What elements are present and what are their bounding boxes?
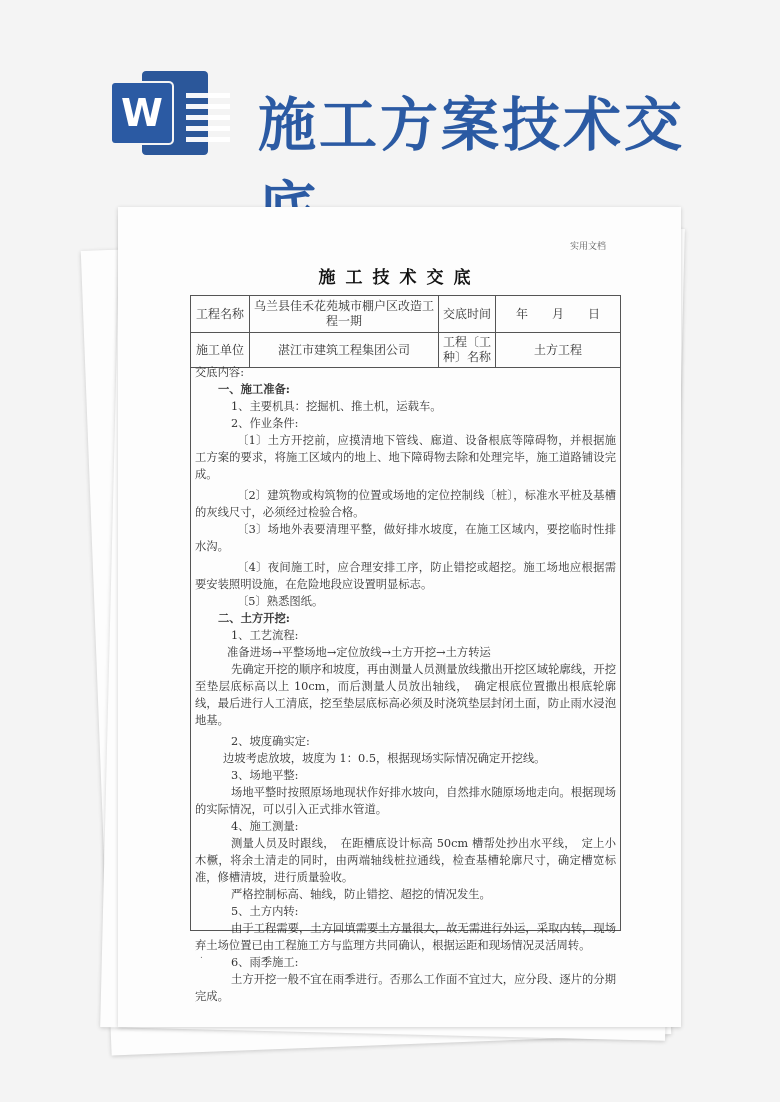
paragraph: 〔1〕土方开挖前，应摸清地下管线、廊道、设备根底等障碍物，并根据施工方案的要求，将施工区域内的地上、地下障碍物去除和处理完毕，施工道路铺设完成。 xyxy=(195,434,616,481)
process-flow: 准备进场→平整场地→定位放线→土方开挖→土方转运 xyxy=(227,646,491,659)
paragraph: 〔4〕夜间施工时，应合理安排工序，防止错挖或超挖。施工场地应根据需要安装照明设施，在危险地段应设置明显标志。 xyxy=(195,561,616,591)
table-row xyxy=(191,333,621,368)
work-type-value: 土方工程 xyxy=(496,333,621,368)
paragraph: 边坡考虑放坡，坡度为 1：0.5，根据现场实际情况确定开挖线。 xyxy=(223,752,546,765)
content-label: 交底内容: xyxy=(195,366,244,379)
paragraph: 土方开挖一般不宜在雨季进行。否那么工作面不宜过大，应分段、逐片的分期完成。 xyxy=(195,973,616,1003)
banner-title: 施工方案技术交 xyxy=(258,91,686,159)
handover-time-label: 交底时间 xyxy=(439,296,496,333)
practical-doc-label: 实用文档 xyxy=(570,242,607,252)
section-item: 6、雨季施工: xyxy=(231,956,299,969)
paragraph: 〔2〕建筑物或构筑物的位置或场地的定位控制线〔桩〕，标准水平桩及基槽的灰线尺寸，必须经过检验合格。 xyxy=(195,489,616,519)
word-icon-letter: W xyxy=(121,91,163,135)
word-icon-tile xyxy=(112,83,172,143)
section-heading: 二、土方开挖: xyxy=(218,611,290,625)
work-type-label: 工程〔工种〕名称 xyxy=(439,333,496,368)
construction-unit-value: 湛江市建筑工程集团公司 xyxy=(250,333,439,368)
paragraph: 场地平整时按照原场地现状作好排水坡向，自然排水随原场地走向。根据现场的实际情况，可以引入正式排水管道。 xyxy=(195,786,616,816)
section-item: 1、工艺流程: xyxy=(231,629,299,642)
project-name-label: 工程名称 xyxy=(191,296,250,333)
section-item: 1、主要机具：挖掘机、推土机，运载车。 xyxy=(231,400,442,413)
construction-unit-label: 施工单位 xyxy=(191,333,250,368)
footer-mark: . xyxy=(200,951,203,961)
paragraph: 〔5〕熟悉图纸。 xyxy=(237,595,324,608)
section-item: 4、施工测量: xyxy=(231,820,299,833)
project-name-value: 乌兰县佳禾花苑城市棚户区改造工程一期 xyxy=(250,296,439,333)
section-item: 5、土方内转: xyxy=(231,905,299,918)
document-title: 施工技术交底 xyxy=(318,268,481,288)
section-heading: 一、施工准备: xyxy=(218,382,290,396)
handover-time-value: 年 月 日 xyxy=(496,296,621,333)
handover-content xyxy=(190,364,621,1003)
section-item: 2、坡度确实定: xyxy=(231,735,310,748)
paragraph: 〔3〕场地外表要清理平整，做好排水坡度，在施工区域内，要挖临时性排水沟。 xyxy=(195,523,616,553)
info-table xyxy=(190,295,621,368)
word-icon xyxy=(112,65,210,161)
section-item: 2、作业条件: xyxy=(231,417,299,430)
section-item: 3、场地平整: xyxy=(231,769,299,782)
header-banner xyxy=(0,0,780,200)
paragraph: 先确定开挖的顺序和坡度，再由测量人员测量放线撒出开挖区域轮廓线，开挖至垫层底标高以上 10cm，而后测量人员放出轴线， 确定根底位置撒出根底轮廓线，最后进行人工清底，挖至垫层底标高必须及时浇筑垫层封闭土面，防止雨水浸泡地基。 xyxy=(195,663,616,727)
word-icon-lines xyxy=(186,93,230,148)
table-row xyxy=(191,296,621,333)
paragraph: 测量人员及时跟线， 在距槽底设计标高 50cm 槽帮处抄出水平线， 定上小木橛，将余土清走的同时，由两端轴线桩拉通线，检查基槽轮廓尺寸，确定槽宽标准，修槽清坡，进行质量验收。 xyxy=(195,837,616,884)
paragraph: 严格控制标高、轴线，防止错挖、超挖的情况发生。 xyxy=(231,888,491,901)
paragraph: 由于工程需要，土方回填需要土方量很大，故无需进行外运，采取内转，现场弃土场位置已由工程施工方与监理方共同确认，根据运距和现场情况灵活周转。 xyxy=(195,922,616,952)
document-page xyxy=(118,207,681,1027)
